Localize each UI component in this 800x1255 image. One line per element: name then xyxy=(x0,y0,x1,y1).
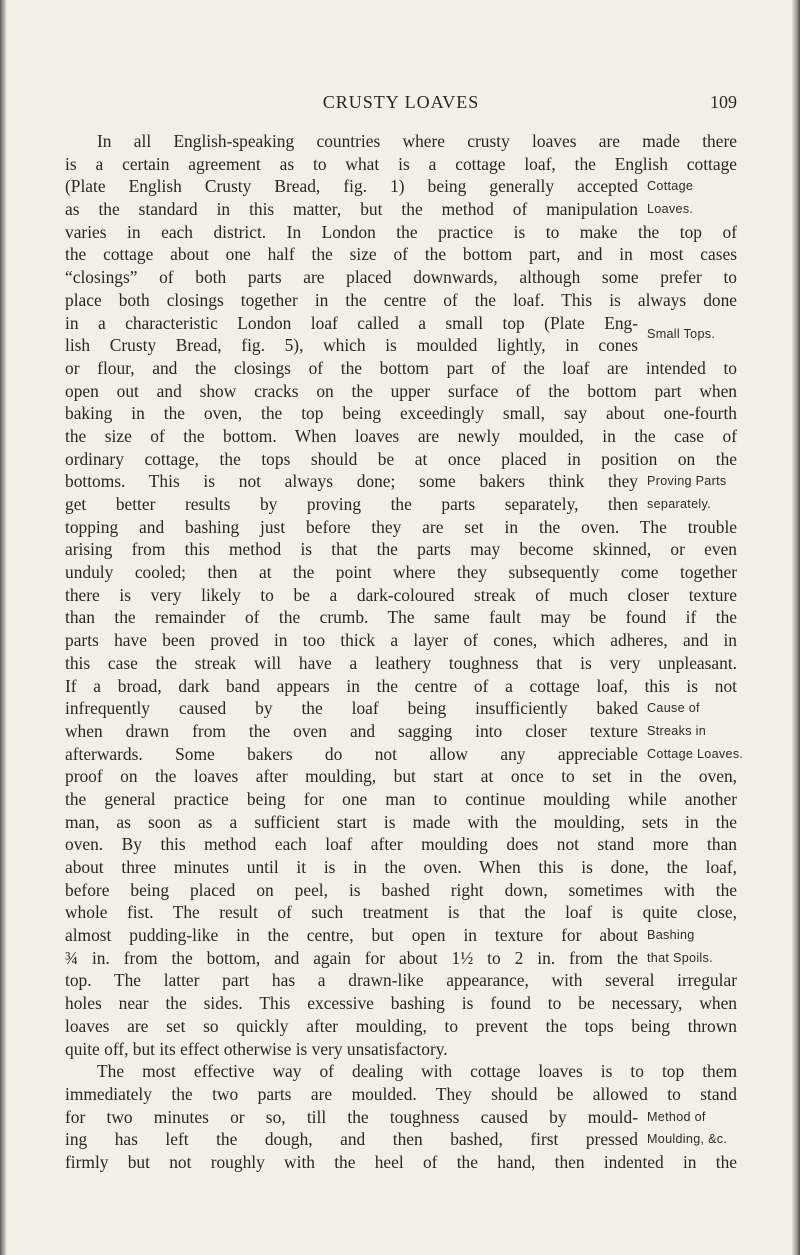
text-line: In all English-speaking countries where crusty loaves are made there xyxy=(97,131,737,151)
text-line: the size of the bottom. When loaves are newly moulded, in the case of xyxy=(65,425,737,446)
side-note-small-tops: Small Tops. xyxy=(647,327,716,342)
text-line: lish Crusty Bread, fig. 5), which is moulded lightly, in cones Small Tops. xyxy=(65,327,716,356)
text-line: when drawn from the oven and sagging into closer texture Streaks in xyxy=(65,720,706,741)
side-note-cottage-loaves: Loaves. xyxy=(647,202,694,217)
text-line: there is very likely to be a dark-coloured streak of much closer texture xyxy=(65,584,737,605)
running-title: CRUSTY LOAVES xyxy=(322,92,480,112)
page-number: 109 xyxy=(710,92,737,112)
side-note-proving-parts: separately. xyxy=(647,497,711,511)
text-line: varies in each district. In London the practice is to make the top of xyxy=(65,221,737,242)
text-line: ordinary cottage, the tops should be at once placed in position on the xyxy=(65,448,737,469)
text-line: (Plate English Crusty Bread, fig. 1) being generally accepted Cottage xyxy=(65,176,694,197)
text-line: ing has left the dough, and then bashed, first pressed Moulding, &c. xyxy=(65,1129,728,1150)
side-note-bashing: Bashing xyxy=(647,928,695,943)
text-line: afterwards. Some bakers do not allow any appreciable Cottage Loaves. xyxy=(65,743,744,764)
text-line: loaves are set so quickly after moulding, to prevent the tops being thrown xyxy=(65,1015,737,1036)
text-line: bottoms. This is not always done; some bakers think they Proving Parts xyxy=(65,471,727,492)
text-line: almost pudding-like in the centre, but open in texture for about Bashing xyxy=(65,925,695,946)
side-note-cause-of-streaks: Streaks in xyxy=(647,723,706,738)
side-note-method-of-moulding: Moulding, &c. xyxy=(647,1132,728,1147)
page-header xyxy=(65,80,737,120)
text-line: as the standard in this matter, but the method of manipulation Loaves. xyxy=(65,199,694,220)
text-line: firmly but not roughly with the heel of the hand, then indented in the xyxy=(65,1151,737,1172)
text-line: “closings” of both parts are placed downwards, although some prefer to xyxy=(65,267,737,288)
text-line: about three minutes until it is in the oven. When this is done, the loaf, xyxy=(65,857,737,877)
text-line: in a characteristic London loaf called a small top (Plate Eng- xyxy=(65,312,638,333)
text-line: top. The latter part has a drawn-like appearance, with several irregular xyxy=(65,970,737,991)
text-line: topping and bashing just before they are set in the oven. The trouble xyxy=(65,516,737,537)
text-line: unduly cooled; then at the point where they subsequently come together xyxy=(65,562,737,583)
text-line: infrequently caused by the loaf being insufficiently baked Cause of xyxy=(65,698,700,719)
side-note-proving-parts: Proving Parts xyxy=(647,474,727,489)
text-line: open out and show cracks on the upper surface of the bottom part when xyxy=(65,380,737,401)
text-line: The most effective way of dealing with cottage loaves is to top them xyxy=(97,1061,737,1082)
text-line: If a broad, dark band appears in the centre of a cottage loaf, this is not xyxy=(65,675,737,696)
text-line: immediately the two parts are moulded. They should be allowed to stand xyxy=(65,1083,737,1104)
text-line: oven. By this method each loaf after moulding does not stand more than xyxy=(65,834,737,855)
text-line: proof on the loaves after moulding, but start at once to set in the oven, xyxy=(65,766,737,787)
side-note-cause-of-streaks: Cause of xyxy=(647,701,700,716)
side-note-cottage-loaves: Cottage xyxy=(647,179,694,194)
text-line: or flour, and the closings of the bottom part of the loaf are intended to xyxy=(65,357,737,378)
text-line: ¾ in. from the bottom, and again for about 1½ to 2 in. from the that Spoils. xyxy=(65,947,713,968)
text-line: for two minutes or so, till the toughness caused by mould- Method of xyxy=(65,1106,706,1127)
text-line: the general practice being for one man to continue moulding while another xyxy=(65,788,737,809)
side-note-method-of-moulding: Method of xyxy=(647,1109,706,1124)
text-line: this case the streak will have a leathery toughness that is very unpleasant. xyxy=(65,652,737,673)
side-note-bashing: that Spoils. xyxy=(647,950,713,965)
text-line: is a certain agreement as to what is a cottage loaf, the English cottage xyxy=(65,153,737,174)
text-line: place both closings together in the centre of the loaf. This is always done xyxy=(65,289,737,310)
text-line: the cottage about one half the size of the bottom part, and in most cases xyxy=(65,244,737,265)
text-line: baking in the oven, the top being exceedingly small, say about one-fourth xyxy=(65,403,737,424)
text-line: than the remainder of the crumb. The same fault may be found if the xyxy=(65,607,737,628)
side-note-cause-of-streaks: Cottage Loaves. xyxy=(647,746,744,761)
text-line: get better results by proving the parts separately, then separately. xyxy=(65,494,711,514)
text-line: parts have been proved in too thick a layer of cones, which adheres, and in xyxy=(65,630,737,651)
text-line: arising from this method is that the parts may become skinned, or even xyxy=(65,539,737,560)
text-line: whole fist. The result of such treatment is that the loaf is quite close, xyxy=(65,902,737,923)
page-edge-shadow-left xyxy=(0,0,7,1255)
page-edge-shadow-right xyxy=(792,0,800,1255)
text-line: quite off, but its effect otherwise is very unsatisfactory. xyxy=(65,1038,448,1059)
body-text xyxy=(65,130,744,1174)
text-line: before being placed on peel, is bashed right down, sometimes with the xyxy=(65,879,737,900)
text-line: man, as soon as a sufficient start is made with the moulding, sets in the xyxy=(65,811,737,832)
text-line: holes near the sides. This excessive bashing is found to be necessary, when xyxy=(65,993,737,1014)
